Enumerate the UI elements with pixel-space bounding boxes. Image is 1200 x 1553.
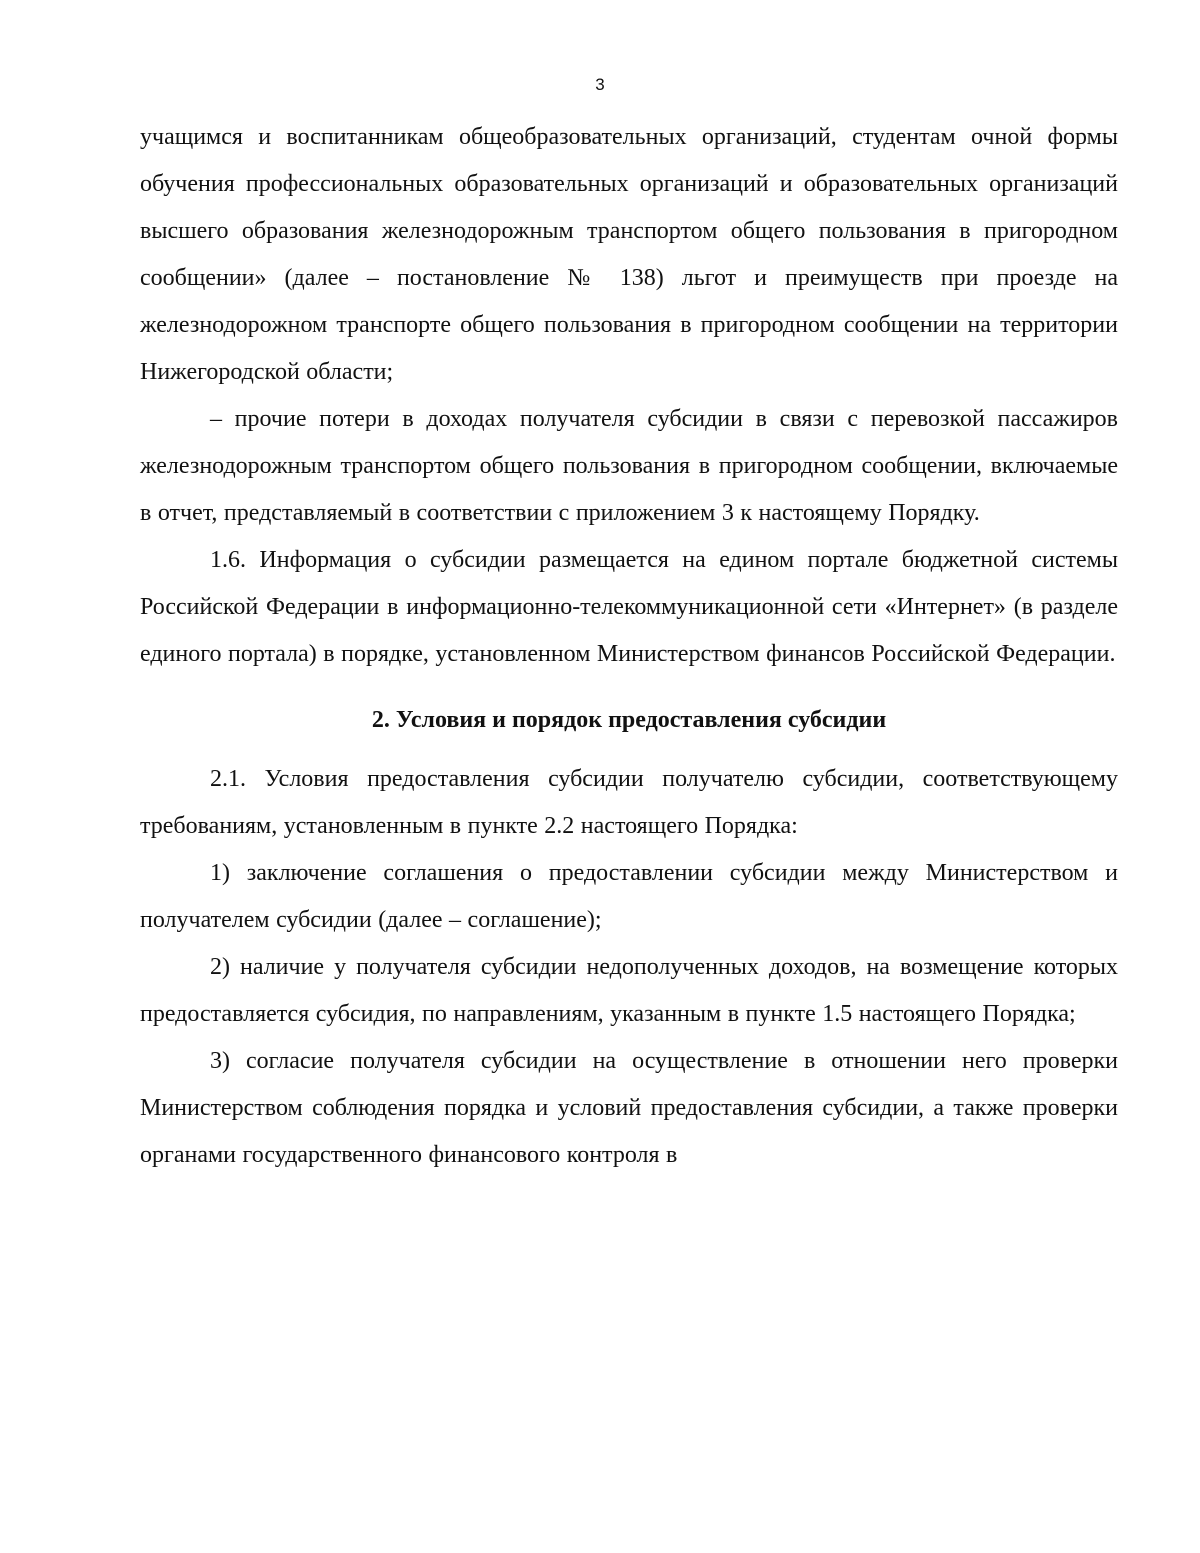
paragraph-continuation: учащимся и воспитанникам общеобразовательных организаций, студентам очной формы обучения профессиональных образовательных организаций и образовательных организаций высшего образования железнодорожным транспортом общего пользования в пригородном сообщении» (далее – постановление № 138) льгот и преимуществ при проезде на железнодорожном транспорте общего пользования в пригородном сообщении на территории Нижегородской области;	[140, 124, 1118, 385]
document-body	[140, 114, 1118, 1179]
page-number: 3	[595, 75, 605, 94]
list-item-1: 1) заключение соглашения о предоставлении субсидии между Министерством и получателем субсидии (далее – соглашение);	[140, 860, 1118, 933]
paragraph-other-losses: – прочие потери в доходах получателя субсидии в связи с перевозкой пассажиров железнодорожным транспортом общего пользования в пригородном сообщении, включаемые в отчет, представляемый в соответствии с приложением 3 к настоящему Порядку.	[140, 406, 1118, 526]
paragraph-1-6: 1.6. Информация о субсидии размещается на едином портале бюджетной системы Российской Федерации в информационно-телекоммуникационной сети «Интернет» (в разделе единого портала) в порядке, установленном Министерством финансов Российской Федерации.	[140, 547, 1118, 667]
paragraph-2-1: 2.1. Условия предоставления субсидии получателю субсидии, соответствующему требованиям, установленным в пункте 2.2 настоящего Порядка:	[140, 766, 1118, 839]
list-item-2: 2) наличие у получателя субсидии недополученных доходов, на возмещение которых предоставляется субсидия, по направлениям, указанным в пункте 1.5 настоящего Порядка;	[140, 954, 1118, 1027]
list-item-3: 3) согласие получателя субсидии на осуществление в отношении него проверки Министерством соблюдения порядка и условий предоставления субсидии, а также проверки органами государственного финансового контроля в	[140, 1048, 1118, 1168]
section-heading: 2. Условия и порядок предоставления субсидии	[371, 707, 887, 733]
